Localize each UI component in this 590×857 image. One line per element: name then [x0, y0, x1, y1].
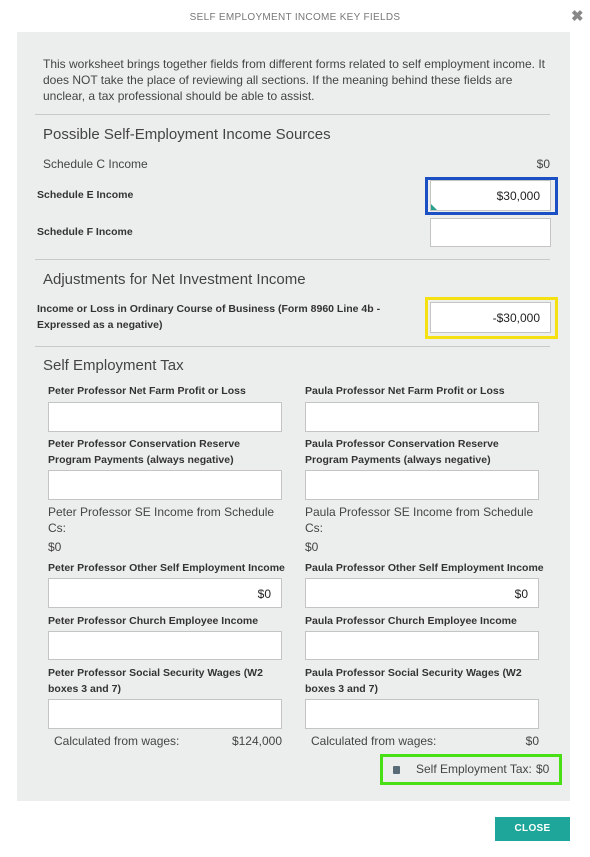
paula-ss-wages-label: Paula Professor Social Security Wages (W2 boxes 3 and 7) — [305, 667, 522, 695]
paula-other-se-label: Paula Professor Other Self Employment Income — [305, 562, 544, 574]
peter-calc-label: Calculated from wages: — [54, 734, 180, 748]
paula-crp-label: Paula Professor Conservation Reserve Program Payments (always negative) — [305, 438, 499, 466]
peter-sched-c-label: Peter Professor SE Income from Schedule Cs: — [48, 505, 275, 535]
peter-church-input[interactable] — [48, 631, 282, 660]
dialog-title: SELF EMPLOYMENT INCOME KEY FIELDS — [189, 12, 401, 23]
schedule-c-value: $0 — [536, 157, 550, 171]
schedule-c-label: Schedule C Income — [43, 157, 148, 171]
paula-sched-c-label: Paula Professor SE Income from Schedule Cs: — [305, 505, 534, 535]
peter-other-se-input[interactable]: $0 — [48, 578, 282, 608]
ordinary-course-input[interactable]: -$30,000 — [430, 302, 551, 333]
schedule-e-label: Schedule E Income — [37, 189, 134, 201]
se-tax-total-value: $0 — [536, 762, 550, 776]
paula-other-se-input[interactable]: $0 — [305, 578, 539, 608]
peter-net-farm-label: Peter Professor Net Farm Profit or Loss — [48, 385, 246, 397]
schedule-f-input[interactable] — [430, 218, 551, 247]
adjustments-heading: Adjustments for Net Investment Income — [43, 271, 306, 288]
paula-ss-wages-input[interactable] — [305, 699, 539, 729]
paula-net-farm-label: Paula Professor Net Farm Profit or Loss — [305, 385, 505, 397]
ordinary-course-label: Income or Loss in Ordinary Course of Business (Form 8960 Line 4b - Expressed as a negative) — [37, 303, 381, 331]
divider — [35, 346, 550, 347]
close-button[interactable]: CLOSE — [495, 817, 570, 841]
corner-marker — [431, 204, 437, 210]
peter-ss-wages-label: Peter Professor Social Security Wages (W2 boxes 3 and 7) — [48, 667, 263, 695]
paula-calc-label: Calculated from wages: — [311, 734, 437, 748]
paula-sched-c-value: $0 — [305, 540, 319, 554]
paula-church-input[interactable] — [305, 631, 539, 660]
se-tax-total-label: Self Employment Tax: — [416, 762, 532, 776]
peter-other-se-label: Peter Professor Other Self Employment Income — [48, 562, 285, 574]
paula-calc-value: $0 — [525, 734, 539, 748]
sources-heading: Possible Self-Employment Income Sources — [43, 126, 331, 143]
se-tax-heading: Self Employment Tax — [43, 357, 184, 374]
peter-sched-c-value: $0 — [48, 540, 62, 554]
schedule-f-label: Schedule F Income — [37, 226, 133, 238]
peter-crp-label: Peter Professor Conservation Reserve Program Payments (always negative) — [48, 438, 240, 466]
calculator-icon — [393, 766, 400, 774]
divider — [35, 259, 550, 260]
paula-church-label: Paula Professor Church Employee Income — [305, 615, 517, 627]
peter-church-label: Peter Professor Church Employee Income — [48, 615, 259, 627]
schedule-e-input[interactable]: $30,000 — [430, 180, 551, 211]
paula-net-farm-input[interactable] — [305, 402, 539, 432]
close-icon[interactable]: ✖ — [571, 8, 584, 25]
peter-crp-input[interactable] — [48, 470, 282, 500]
peter-calc-value: $124,000 — [231, 734, 282, 748]
divider — [35, 114, 550, 115]
intro-text: This worksheet brings together fields from different forms related to self employment income. It does NOT take the place of reviewing all sections. If the meaning behind these fields are unclear, a tax professional should be able to assist. — [43, 57, 545, 103]
peter-net-farm-input[interactable] — [48, 402, 282, 432]
peter-ss-wages-input[interactable] — [48, 699, 282, 729]
paula-crp-input[interactable] — [305, 470, 539, 500]
